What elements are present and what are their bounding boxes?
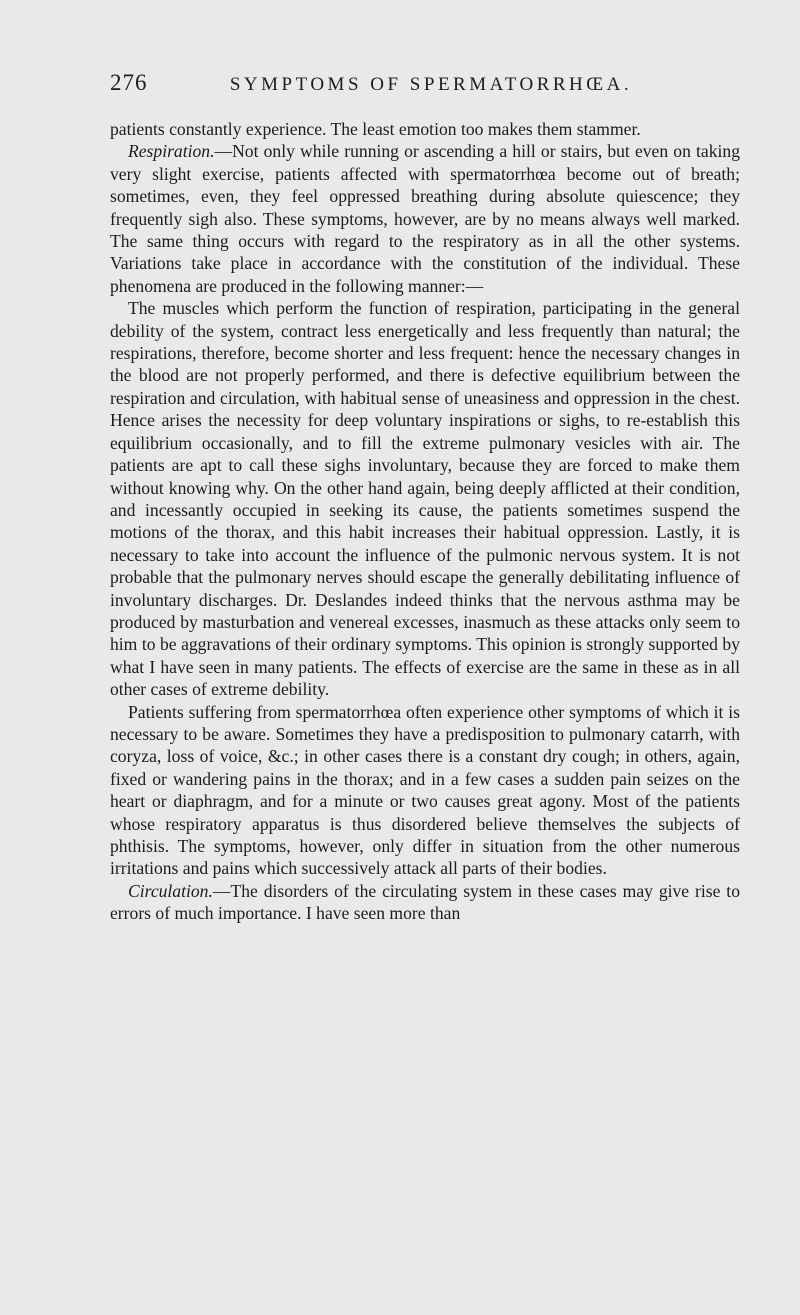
section-heading-respiration: Respiration. <box>128 141 215 162</box>
paragraph-muscles <box>110 297 740 700</box>
paragraph-other-symptoms <box>110 701 740 880</box>
paragraph-text: patients constantly experience. The least emotion too makes them stammer. <box>110 119 641 139</box>
paragraph-text: —The disorders of the circulating system in these cases may give rise to errors of much importance. I have seen more than <box>110 880 740 924</box>
paragraph-circulation <box>110 880 740 925</box>
body-text <box>110 118 740 925</box>
paragraph-text: —Not only while running or ascending a hill or stairs, but even on taking very slight exercise, patients affected with spermatorrhœa become out of breath; sometimes, even, they feel oppressed breathing during absolute quiescence; they frequently sigh also. These symptoms, however, are by no means always well marked. The same thing occurs with regard to the respiratory as in all the other systems. Variations take place in accordance with the constitution of the individual. These phenomena are produced in the following manner:— <box>110 141 740 296</box>
running-title: SYMPTOMS OF SPERMATORRHŒA. <box>229 74 633 95</box>
page-number: 276 <box>110 70 148 95</box>
paragraph-respiration <box>110 140 740 297</box>
paragraph-text: The muscles which perform the function of respiration, participating in the general debility of the system, contract less energetically and less frequently than natural; the respirations, therefore, become shorter and less frequent: hence the necessary changes in the blood are not properly performed, and there is defective equilibrium between the respiration and circulation, with habitual sense of uneasiness and oppression in the chest. Hence arises the necessity for deep voluntary inspirations or sighs, to re-establish this equilibrium occasionally, and to fill the extreme pulmonary vesicles with air. The patients are apt to call these sighs involuntary, because they are forced to make them without knowing why. On the other hand again, being deeply afflicted at their condition, and incessantly occupied in seeking its cause, the patients sometimes suspend the motions of the thorax, and this habit increases their habitual oppression. Lastly, it is necessary to take into account the influence of the pulmonic nervous system. It is not probable that the pulmonary nerves should escape the generally debilitating influence of involuntary discharges. Dr. Deslandes indeed thinks that the nervous asthma may be produced by masturbation and venereal excesses, inasmuch as these attacks only seem to him to be aggravations of their ordinary symptoms. This opinion is strongly supported by what I have seen in many patients. The effects of exercise are the same in these as in all other cases of extreme debility. <box>110 298 740 700</box>
section-heading-circulation: Circulation. <box>128 880 213 901</box>
paragraph-text: Patients suffering from spermatorrhœa often experience other symptoms of which it is necessary to be aware. Sometimes they have a predisposition to pulmonary catarrh, with coryza, loss of voice, &c.; in other cases there is a constant dry cough; in others, again, fixed or wandering pains in the thorax; and in a few cases a sudden pain seizes on the heart or diaphragm, and for a minute or two causes great agony. Most of the patients whose respiratory apparatus is thus disordered believe themselves the subjects of phthisis. The symptoms, however, only differ in situation from the other numerous irritations and pains which successively attack all parts of their bodies. <box>110 701 740 879</box>
running-head <box>110 70 740 106</box>
paragraph-continuation <box>110 118 740 140</box>
